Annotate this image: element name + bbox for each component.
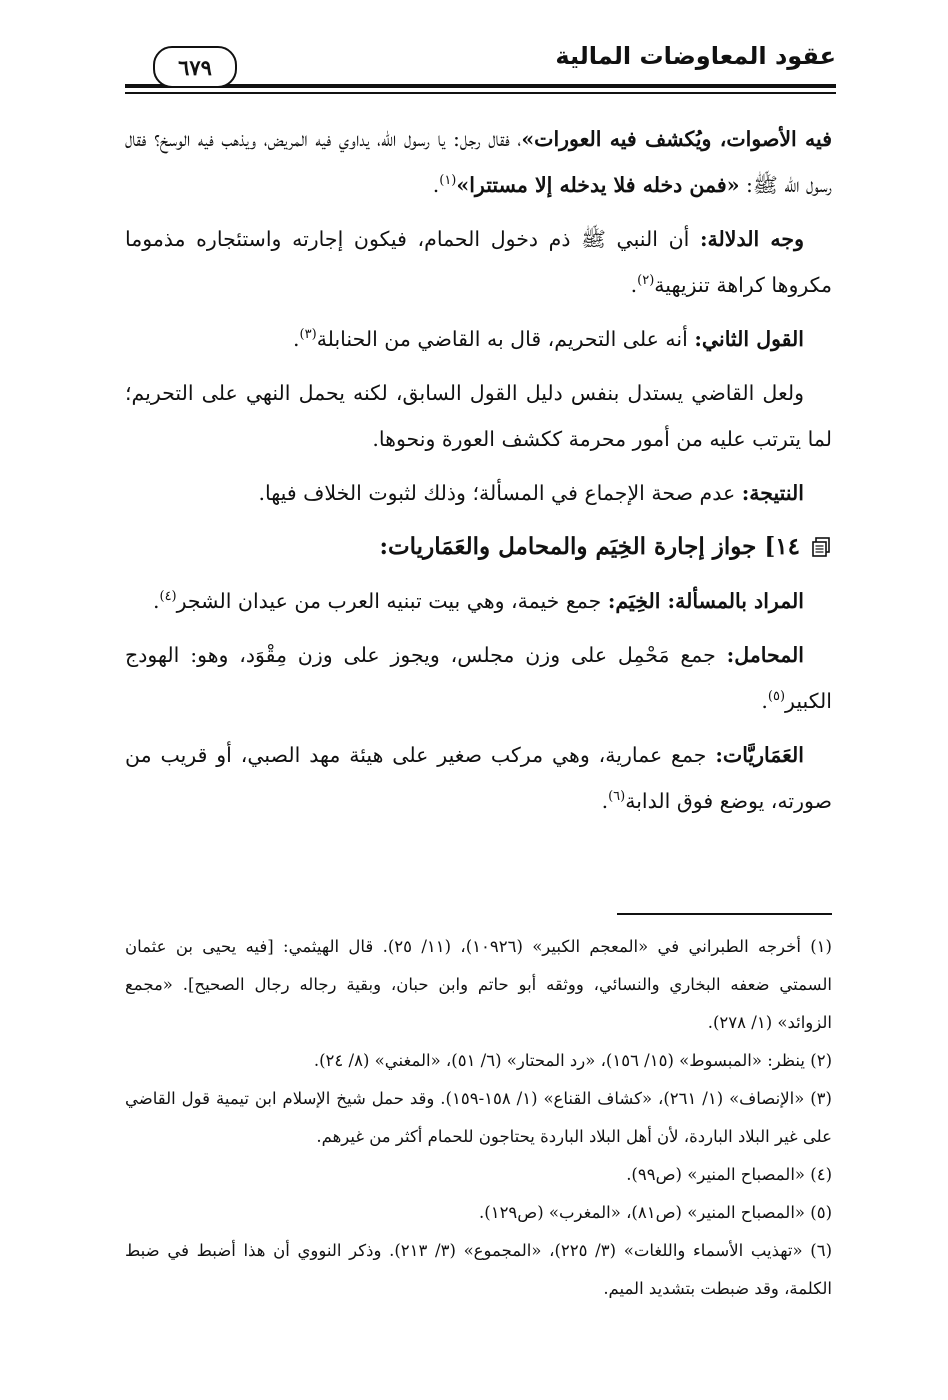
- footnote-4: (٤) «المصباح المنير» (ص٩٩).: [626, 1165, 832, 1184]
- hadith-text-1: فيه الأصوات، ويُكشف فيه العورات»: [521, 127, 832, 151]
- copy-icon: [810, 536, 832, 558]
- paragraph-definition-litters: [125, 632, 832, 724]
- paragraph-definition-tents: [125, 578, 832, 624]
- footnotes: [125, 928, 832, 1308]
- tents-label: المراد بالمسألة: الخِيَم:: [607, 589, 804, 613]
- section-heading: [125, 524, 832, 570]
- main-text: [125, 116, 832, 832]
- result-text: عدم صحة الإجماع في المسألة؛ وذلك لثبوت الخلاف فيها.: [258, 481, 742, 505]
- page-header: [125, 26, 836, 106]
- second-opinion-text: أنه على التحريم، قال به القاضي من الحنابلة: [316, 327, 695, 351]
- footnote-ref-4[interactable]: (٤): [159, 589, 177, 605]
- howdahs-label: العَمَاريَّات:: [715, 743, 804, 767]
- footnote-6: (٦) «تهذيب الأسماء واللغات» (٣/ ٢٢٥)، «المجموع» (٣/ ٢١٣). وذكر النووي أن هذا أضبط في ضبط الكلمة، وقد ضبطت بتشديد الميم.: [125, 1241, 833, 1298]
- paragraph-hadith: [125, 116, 832, 208]
- footnote-1: (١) أخرجه الطبراني في «المعجم الكبير» (١٠٩٢٦)، (١١/ ٢٥). قال الهيثمي: [فيه يحيى بن عثمان السمتي ضعفه البخاري والنسائي، ووثقه أبو حاتم وابن حبان، وبقية رجاله رجال الصحيح]. «مجمع الزوائد» (١/ ٢٧٨).: [125, 937, 832, 1032]
- paragraph-definition-howdahs: [125, 732, 832, 824]
- footnote-ref-2[interactable]: (٢): [637, 273, 655, 289]
- litters-label: المحامل:: [726, 643, 804, 667]
- period: .: [293, 327, 300, 351]
- period: .: [152, 589, 160, 613]
- book-title: عقود المعاوضات المالية: [555, 42, 836, 70]
- period: .: [601, 789, 609, 813]
- evidence-text: أن النبي ﷺ ذم دخول الحمام، فيكون إجارته واستئجاره مذموما مكروها كراهة تنزيهية: [125, 227, 832, 297]
- analysis-text: ولعل القاضي يستدل بنفس دليل القول السابق، لكنه يحمل النهي على التحريم؛ لما يترتب عليه من أمور محرمة ككشف العورة ونحوها.: [125, 381, 832, 451]
- page-number: ٦٧٩: [153, 46, 237, 88]
- footnote-separator: [617, 913, 832, 915]
- paragraph-evidence: [125, 216, 832, 308]
- period: .: [630, 273, 638, 297]
- tents-text: جمع خيمة، وهي بيت تبنيه العرب من عيدان الشجر: [176, 589, 608, 613]
- period: .: [432, 173, 440, 197]
- howdahs-text: جمع عمارية، وهي مركب صغير على هيئة مهد الصبي، أو قريب من صورته، يوضع فوق الدابة: [125, 743, 832, 813]
- header-rule-thin: [125, 92, 836, 94]
- footnote-3: (٣) «الإنصاف» (١/ ٢٦١)، «كشاف القناع» (١/ ١٥٨-١٥٩). وقد حمل شيخ الإسلام ابن تيمية قول القاضي على غير البلاد الباردة، لأن أهل البلاد الباردة يحتاجون للحمام أكثر من غيرهم.: [125, 1089, 832, 1146]
- evidence-label: وجه الدلالة:: [699, 227, 804, 251]
- paragraph-analysis: [125, 370, 832, 462]
- litters-text: جمع مَحْمِل على وزن مجلس، ويجوز على وزن مِقْوَد، وهو: الهودج الكبير: [125, 643, 832, 713]
- hadith-quote: «فمن دخله فلا يدخله إلا مستترا»: [456, 173, 740, 197]
- period: .: [761, 689, 768, 713]
- footnote-ref-6[interactable]: (٦): [608, 789, 626, 805]
- footnote-ref-5[interactable]: (٥): [767, 689, 786, 705]
- footnote-5: (٥) «المصباح المنير» (ص٨١)، «المغرب» (ص١٢٩).: [479, 1203, 832, 1222]
- footnote-2: (٢) ينظر: «المبسوط» (١٥/ ١٥٦)، «رد المحتار» (٦/ ٥١)، «المغني» (٨/ ٢٤).: [313, 1051, 832, 1070]
- second-opinion-label: القول الثاني:: [694, 327, 804, 351]
- hadith-text-2: ، فقال رجل: يا رسول الله، يداوي فيه المريض، ويذهب فيه الوسخ؟ فقال رسول الله ﷺ:: [125, 127, 832, 197]
- paragraph-second-opinion: [125, 316, 832, 362]
- section-heading-text: ١٤] جواز إجارة الخِيَم والمحامل والعَمَاريات:: [379, 533, 800, 560]
- footnote-ref-1[interactable]: (١): [439, 173, 457, 189]
- footnote-ref-3[interactable]: (٣): [299, 327, 317, 343]
- paragraph-result: [125, 470, 832, 516]
- result-label: النتيجة:: [741, 481, 804, 505]
- header-rule-thick: [125, 84, 836, 88]
